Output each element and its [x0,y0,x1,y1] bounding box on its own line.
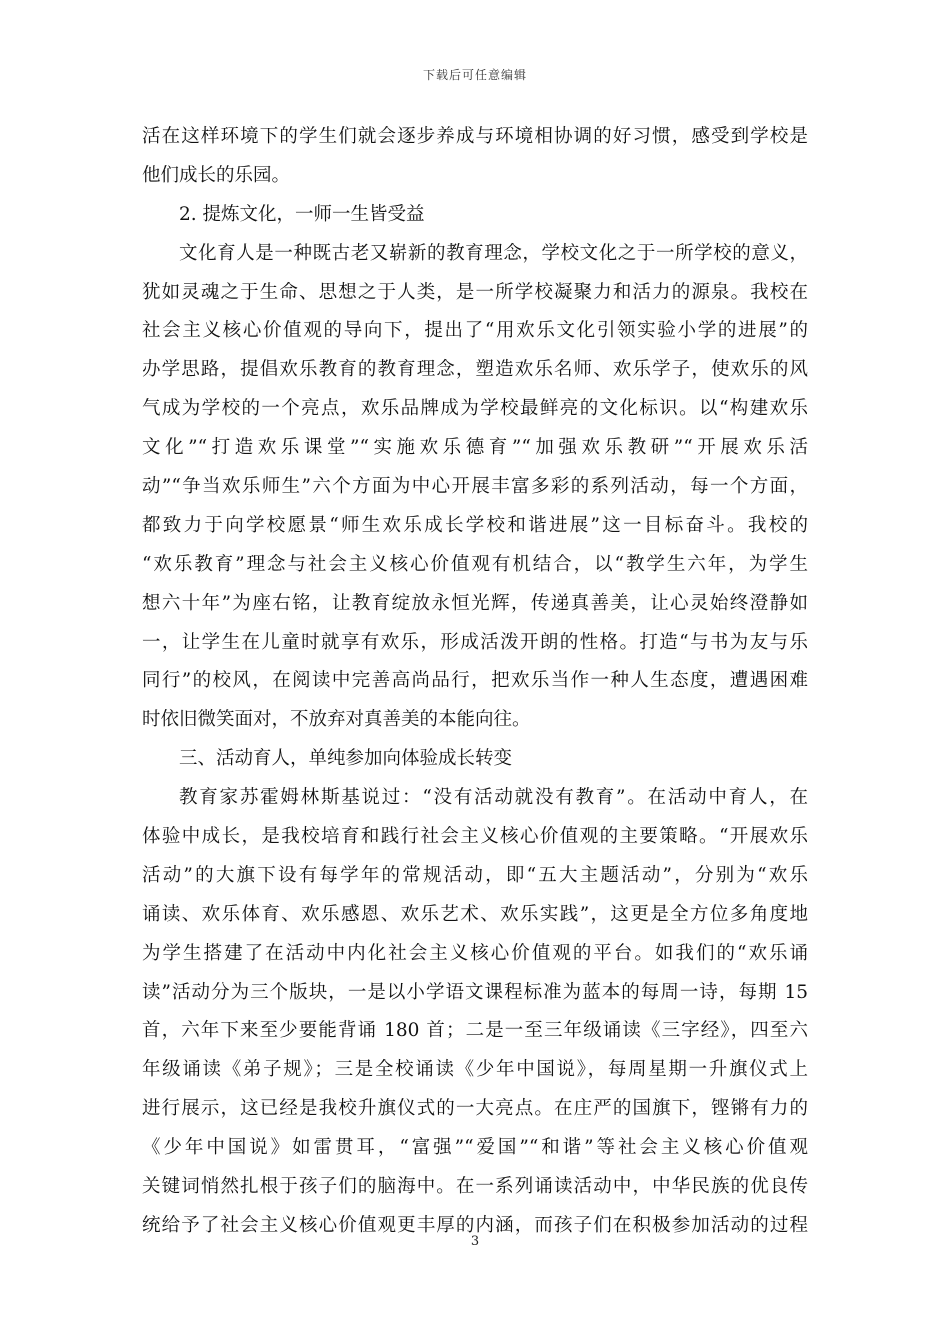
text-line: 办学思路，提倡欢乐教育的教育理念，塑造欢乐名师、欢乐学子，使欢乐的风 [142,359,808,381]
text-line: 统给予了社会主义核心价值观更丰厚的内涵，而孩子们在积极参加活动的过程 [142,1214,808,1236]
text-line: 都致力于向学校愿景“师生欢乐成长学校和谐进展”这一目标奋斗。我校的 [142,514,808,536]
page-header: 下载后可任意编辑 [422,68,527,82]
text-line: 首，六年下来至少要能背诵 180 首；二是一至三年级诵读《三字经》，四至六 [142,1020,808,1042]
text-line: 想六十年”为座右铭，让教育绽放永恒光辉，传递真善美，让心灵始终澄静如 [142,592,808,614]
text-line: 文化”“打造欢乐课堂”“实施欢乐德育”“加强欢乐教研”“开展欢乐活 [142,437,808,459]
text-line: 教育家苏霍姆林斯基说过：“没有活动就没有教育”。在活动中育人，在 [179,787,808,809]
text-line: 他们成长的乐园。 [142,164,291,186]
text-line: 活在这样环境下的学生们就会逐步养成与环境相协调的好习惯，感受到学校是 [142,126,808,147]
text-line: 诵读、欢乐体育、欢乐感恩、欢乐艺术、欢乐实践”，这更是全方位多角度地 [142,903,808,925]
text-line: “欢乐教育”理念与社会主义核心价值观有机结合，以“教学生六年，为学生 [142,553,808,575]
document-body [142,118,808,1246]
text-line: 一，让学生在儿童时就享有欢乐，形成活泼开朗的性格。打造“与书为友与乐 [142,631,808,653]
page-number: 3 [470,1234,480,1249]
text-line: 动”“争当欢乐师生”六个方面为中心开展丰富多彩的系列活动，每一个方面， [142,476,808,498]
text-line: 同行”的校风，在阅读中完善高尚品行，把欢乐当作一种人生态度，遭遇困难 [142,670,808,692]
text-line: 关键词悄然扎根于孩子们的脑海中。在一系列诵读活动中，中华民族的优良传 [142,1176,808,1198]
text-line: 气成为学校的一个亮点，欢乐品牌成为学校最鲜亮的文化标识。以“构建欢乐 [142,398,808,420]
text-line: 年级诵读《弟子规》；三是全校诵读《少年中国说》，每周星期一升旗仪式上 [142,1059,808,1081]
text-line: 《少年中国说》如雷贯耳，“富强”“爱国”“和谐”等社会主义核心价值观 [142,1137,808,1159]
text-line: 为学生搭建了在活动中内化社会主义核心价值观的平台。如我们的“欢乐诵 [142,942,808,964]
text-line: 活动”的大旗下设有每学年的常规活动，即“五大主题活动”，分别为“欢乐 [142,864,808,886]
text-line: 文化育人是一种既古老又崭新的教育理念，学校文化之于一所学校的意义， [179,242,808,264]
text-line: 体验中成长，是我校培育和践行社会主义核心价值观的主要策略。“开展欢乐 [142,826,808,848]
text-line: 2. 提炼文化，一师一生皆受益 [179,203,425,225]
text-line: 进行展示，这已经是我校升旗仪式的一大亮点。在庄严的国旗下，铿锵有力的 [142,1098,808,1120]
text-line: 时依旧微笑面对，不放弃对真善美的本能向往。 [142,709,531,731]
text-line: 读”活动分为三个版块，一是以小学语文课程标准为蓝本的每周一诗，每期 15 [142,981,808,1003]
text-line: 社会主义核心价值观的导向下，提出了“用欢乐文化引领实验小学的进展”的 [142,320,808,342]
text-line: 三、活动育人，单纯参加向体验成长转变 [179,748,513,770]
text-line: 犹如灵魂之于生命、思想之于人类，是一所学校凝聚力和活力的源泉。我校在 [142,281,808,303]
